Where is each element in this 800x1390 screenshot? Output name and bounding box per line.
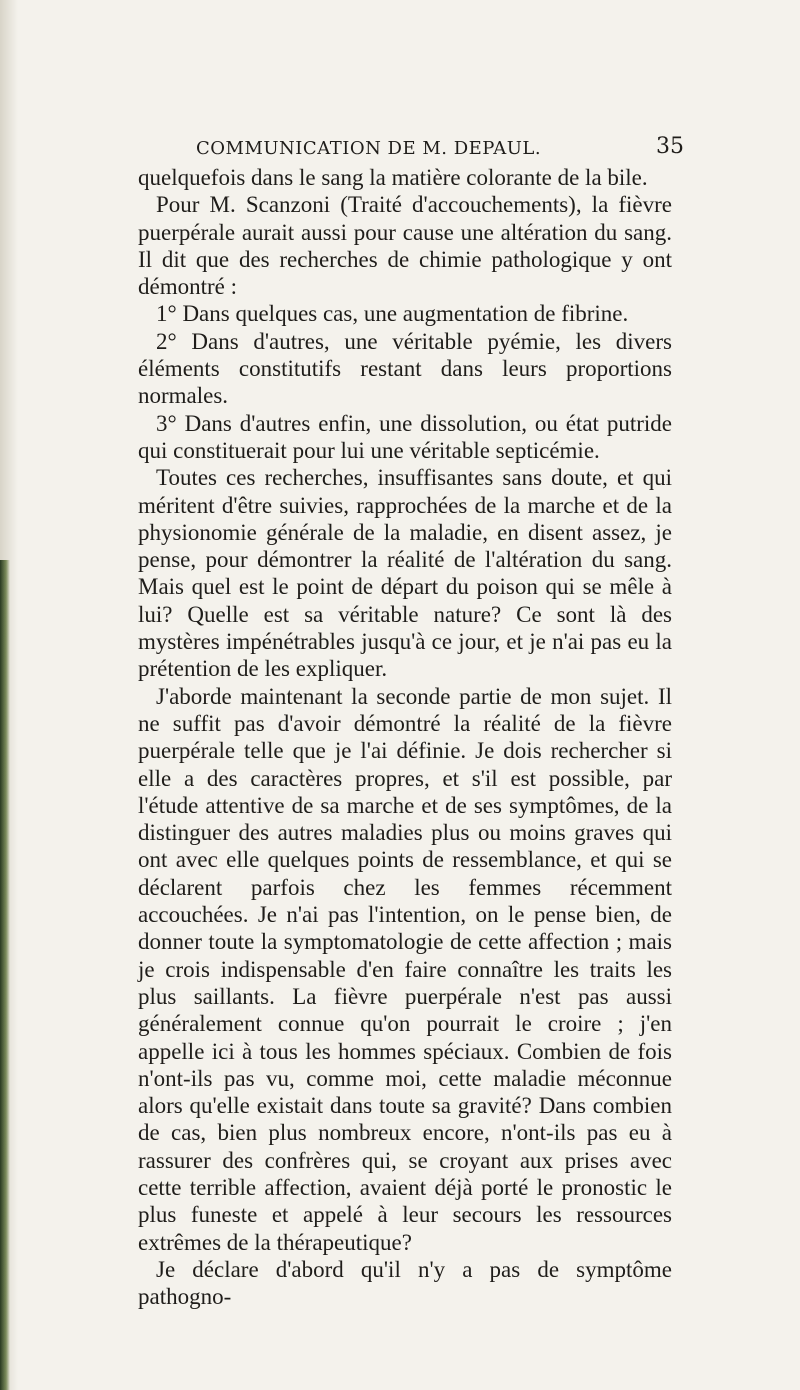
page-number: 35 (656, 134, 684, 159)
paragraph-8: Je déclare d'abord qu'il n'y a pas de symptôme pathogno- (138, 1256, 672, 1310)
binding-edge (0, 560, 10, 1390)
body-text (138, 164, 672, 1310)
paragraph-1: quelquefois dans le sang la matière colorante de la bile. (138, 165, 648, 190)
paragraph-7: J'aborde maintenant la seconde partie de mon sujet. Il ne suffit pas d'avoir démontré la réalité de la fièvre puerpérale telle que je l'ai définie. Je dois rechercher si elle a des caractères propres, et s'il est possible, par l'étude attentive de sa marche et de ses symptômes, de la distinguer des autres maladies plus ou moins graves qui ont avec elle quelques points de ressemblance, et qui se déclarent parfois chez les femmes récemment accouchées. Je n'ai pas l'intention, on le pense bien, de donner toute la symptomatologie de cette affection ; mais je crois indispensable d'en faire connaître les traits les plus saillants. La fièvre puerpérale n'est pas aussi généralement connue qu'on pourrait le croire ; j'en appelle ici à tous les hommes spéciaux. Combien de fois n'ont-ils pas vu, comme moi, cette maladie méconnue alors qu'elle existait dans toute sa gravité? Dans combien de cas, bien plus nombreux encore, n'ont-ils pas eu à rassurer des confrères qui, se croyant aux prises avec cette terrible affection, avaient déjà porté le pronostic le plus funeste et appelé à leur secours les ressources extrêmes de la thérapeutique? (138, 683, 672, 1255)
paragraph-6: Toutes ces recherches, insuffisantes sans doute, et qui méritent d'être suivies, rapprochées de la marche et de la physionomie générale de la maladie, en disent assez, je pense, pour démontrer la réalité de l'altération du sang. Mais quel est le point de départ du poison qui se mêle à lui? Quelle est sa véritable nature? Ce sont là des mystères impénétrables jusqu'à ce jour, et je n'ai pas eu la prétention de les expliquer. (138, 465, 672, 682)
running-title: COMMUNICATION DE M. DEPAUL. (196, 138, 542, 159)
paragraph-4: 2° Dans d'autres, une véritable pyémie, les divers éléments constitutifs restant dans leurs proportions normales. (138, 328, 672, 409)
paragraph-3: 1° Dans quelques cas, une augmentation de fibrine. (156, 301, 629, 327)
paragraph-2: Pour M. Scanzoni (Traité d'accouchements), la fièvre puerpérale aurait aussi pour cause une altération du sang. Il dit que des recherches de chimie pathologique y ont démontré : (138, 192, 672, 300)
paragraph-5: 3° Dans d'autres enfin, une dissolution, ou état putride qui constituerait pour lui une véritable septicémie. (138, 410, 672, 463)
